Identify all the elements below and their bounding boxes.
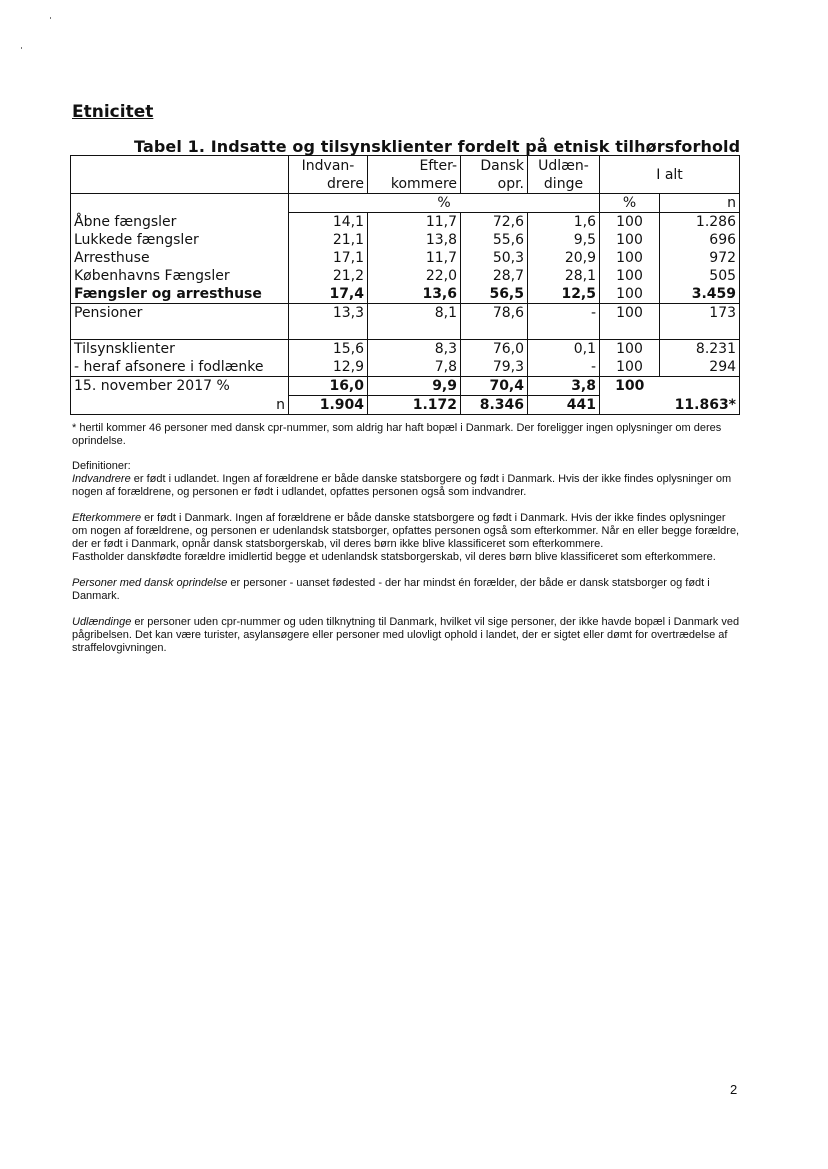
- cell-value: 11.863*: [674, 396, 737, 413]
- cell-value: 8,3: [368, 340, 461, 359]
- cell-value: 100: [600, 267, 660, 285]
- row-label: Pensioner: [71, 304, 289, 340]
- definition-text: er personer uden cpr-nummer og uden tilknytning til Danmark, hvilket vil sige personer, der ikke havde bopæl i Danmark ved pågribelsen. Det kan være turister, asylansøgere eller personer med ulovligt ophold i landet, der er sigtet eller dømt for overtrædelse af straffelovgivningen.: [72, 616, 740, 654]
- cell-value: 100: [600, 304, 660, 340]
- cell-value: 76,0: [461, 340, 528, 359]
- cell-value: 12,9: [289, 358, 368, 377]
- unit-row: [71, 194, 740, 213]
- cell-value: 78,6: [461, 304, 528, 340]
- total-n-label: n: [71, 396, 289, 415]
- definition-efterkommere: [72, 512, 742, 551]
- total-label: 15. november 2017 %: [71, 377, 289, 396]
- table-footnote: * hertil kommer 46 personer med dansk cpr-nummer, som aldrig har haft bopæl i Danmark. Der foreligger ingen oplysninger om deres oprindelse.: [72, 422, 722, 447]
- col-udlaendinge-line1: Udlæn-: [528, 156, 600, 176]
- cell-value: 17,1: [289, 249, 368, 267]
- unit-percent: %: [289, 194, 600, 213]
- cell-value: 294: [660, 358, 740, 377]
- cell-value: -: [528, 304, 600, 340]
- cell-value: 1.904: [289, 396, 368, 415]
- cell-value: 17,4: [289, 285, 368, 304]
- row-label: - heraf afsonere i fodlænke: [71, 358, 289, 377]
- cell-value: 21,2: [289, 267, 368, 285]
- term: Indvandrere: [72, 473, 131, 485]
- table-row: [71, 304, 740, 340]
- col-efterkommere-line1: Efter-: [368, 156, 461, 176]
- row-label: Åbne fængsler: [71, 213, 289, 232]
- cell-value: 21,1: [289, 231, 368, 249]
- cell-value: 173: [660, 304, 740, 340]
- definition-text: er født i Danmark. Ingen af forældrene er både danske statsborgere og født i Danmark. Hvis der ikke findes oplysninger om nogen af forældrene, og personen er udenlandsk statsborger, opfattes personen også som efterkommer. Når en eller begge forældre, der er født i Danmark, opnår dansk statsborgerskab, vil deres børn ikke blive klassificeret som efterkommere.: [72, 512, 740, 550]
- total-n-row: [71, 396, 740, 415]
- cell-value: 0,1: [528, 340, 600, 359]
- row-label: Fængsler og arresthuse: [71, 285, 289, 304]
- definition-text: er personer - uanset fødested - der har mindst én forælder, der både er dansk statsborger og født i Danmark.: [72, 577, 710, 602]
- cell-value: 13,3: [289, 304, 368, 340]
- cell-value: 100: [600, 213, 660, 232]
- cell-value: -: [528, 358, 600, 377]
- header-row-1: [71, 156, 740, 176]
- cell-value: 55,6: [461, 231, 528, 249]
- cell-value: 11,7: [368, 213, 461, 232]
- cell-value: 8.231: [695, 341, 737, 357]
- col-dansk-line2: opr.: [461, 175, 528, 194]
- col-udlaendinge-line2: dinge: [528, 175, 600, 194]
- row-label: Tilsynsklienter: [71, 340, 289, 359]
- definitions-title: Definitioner:: [72, 460, 131, 472]
- cell-value: 1,6: [528, 213, 600, 232]
- col-indvandrere-line1: Indvan-: [289, 156, 368, 176]
- cell-value: 441: [528, 396, 600, 415]
- cell-value: 15,6: [289, 340, 368, 359]
- scan-speck: [21, 47, 22, 49]
- col-indvandrere-line2: drere: [289, 175, 368, 194]
- cell-value: 8.346: [461, 396, 528, 415]
- cell-value: 20,9: [528, 249, 600, 267]
- cell-value: 16,0: [289, 377, 368, 396]
- row-label: Københavns Fængsler: [71, 267, 289, 285]
- col-dansk-line1: Dansk: [461, 156, 528, 176]
- table-row: [71, 249, 740, 267]
- cell-value: 100: [600, 249, 660, 267]
- cell-value: 100: [600, 231, 660, 249]
- cell-value: 3.459: [660, 285, 740, 304]
- cell-value: 9,5: [528, 231, 600, 249]
- term: Personer med dansk oprindelse: [72, 577, 228, 589]
- cell-value: 100: [600, 358, 660, 377]
- col-efterkommere-line2: kommere: [368, 175, 461, 194]
- cell-value: 1.286: [695, 214, 737, 230]
- section-heading: Etnicitet: [72, 102, 154, 122]
- cell-value: 50,3: [461, 249, 528, 267]
- term: Efterkommere: [72, 512, 142, 524]
- scan-speck: [50, 17, 51, 19]
- cell-value: 1.172: [368, 396, 461, 415]
- term: Udlændinge: [72, 616, 132, 628]
- table-row: [71, 231, 740, 249]
- cell-value: 11,7: [368, 249, 461, 267]
- table-row: [71, 213, 740, 232]
- cell-value: 70,4: [461, 377, 528, 396]
- cell-value: 56,5: [461, 285, 528, 304]
- cell-value: 13,6: [368, 285, 461, 304]
- page-number: 2: [730, 1082, 738, 1097]
- cell-value: 28,1: [528, 267, 600, 285]
- table-row: [71, 340, 740, 359]
- cell-value: 79,3: [461, 358, 528, 377]
- cell-value: 100: [600, 340, 660, 359]
- unit-n: n: [660, 194, 740, 213]
- total-percent-row: [71, 377, 740, 396]
- row-label: Lukkede fængsler: [71, 231, 289, 249]
- definition-indvandrere: [72, 473, 742, 499]
- definition-udlaendinge: [72, 616, 742, 655]
- cell-value: 22,0: [368, 267, 461, 285]
- table-row: [71, 267, 740, 285]
- cell-value: 100: [615, 378, 645, 394]
- cell-value: 72,6: [461, 213, 528, 232]
- cell-value: 505: [709, 268, 737, 284]
- cell-value: 14,1: [289, 213, 368, 232]
- ethnicity-table: [70, 155, 740, 415]
- definitions: [72, 460, 742, 668]
- cell-value: 9,9: [368, 377, 461, 396]
- cell-value: 7,8: [368, 358, 461, 377]
- cell-value: 696: [709, 232, 737, 248]
- table-row: [71, 358, 740, 377]
- definition-text: er født i udlandet. Ingen af forældrene er både danske statsborgere og født i Danmark. Hvis der ikke findes oplysninger om nogen af forældrene, og personen er født i udlandet, opfattes personen også som indvandrer.: [72, 473, 732, 498]
- cell-value: 100: [600, 285, 660, 304]
- cell-value: 3,8: [528, 377, 600, 396]
- cell-value: 28,7: [461, 267, 528, 285]
- row-label: Arresthuse: [71, 249, 289, 267]
- cell-value: 13,8: [368, 231, 461, 249]
- table-row-subtotal: [71, 285, 740, 304]
- cell-value: 12,5: [528, 285, 600, 304]
- col-ialt: I alt: [600, 156, 740, 194]
- cell-value: 8,1: [368, 304, 461, 340]
- cell-value: 972: [709, 250, 737, 266]
- table-title: Tabel 1. Indsatte og tilsynsklienter fordelt på etnisk tilhørsforhold: [134, 137, 741, 156]
- definition-efterkommere-note: Fastholder danskfødte forældre imidlertid begge et udenlandsk statsborgerskab, vil deres børn blive klassificeret som efterkommere.: [72, 551, 716, 563]
- definition-dansk: [72, 577, 742, 603]
- unit-percent-total: %: [600, 194, 660, 213]
